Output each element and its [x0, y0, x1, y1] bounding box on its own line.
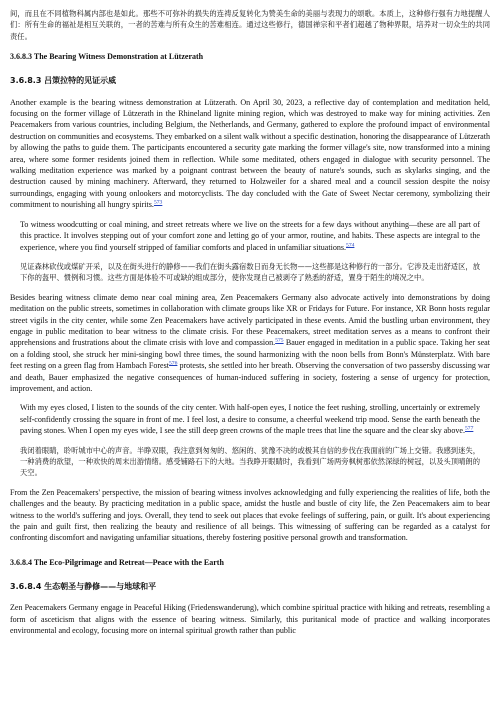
paragraph-street-meditation-text-c: protests, she settled into her breath. Observing the conversation of two passersby discussing war and death, Bauer emphasized the negative consequences of human-induced suffering in society, fostering a sense of urgency for protection, improvement, and action.	[10, 361, 490, 393]
quote-street-retreat-en	[20, 219, 480, 253]
quote-city-center-en	[20, 402, 480, 436]
quote-city-center-zh: 我闭着眼睛，聆听城市中心的声音。半睁双眼，我注意到匆匆的、悠闲的、犹豫不决的或极其自信的步伐在我面前的广场上交错。我感到迷失，一种消费的欲望，一种欢快的周末出游情绪。感受铺路石下的大地。当我睁开眼睛时，我看到广场两旁枫树那依然深绿的树冠，以及头顶晴朗的天空。	[20, 445, 480, 478]
footnote-577-link[interactable]: 577	[464, 425, 474, 432]
paragraph-street-meditation	[10, 292, 490, 395]
paragraph-peaceful-hiking: Zen Peacemakers Germany engage in Peaceful Hiking (Friedenswanderung), which combine spiritual practice with hiking and retreats, resembling a form of asceticism that aligns with the essence of bearing witness. Similarly, this puritanical mode of practice and walking incorporates environmental and ecology, focusing more on internal spiritual growth rather than public	[10, 603, 490, 636]
section-heading-3-6-8-3-zh: 3.6.8.3 吕策拉特的见证示威	[10, 76, 117, 86]
section-heading-3-6-8-3-en: 3.6.8.3 The Bearing Witness Demonstration at Lützerath	[10, 52, 204, 62]
footnote-573-link[interactable]: 573	[153, 199, 163, 206]
section-heading-3-6-8-4-en: 3.6.8.4 The Eco-Pilgrimage and Retreat—Peace with the Earth	[10, 557, 224, 567]
quote-street-retreat-zh: 见证森林砍伐或煤矿开采，以及在街头进行的静修——我们在街头露宿数日而身无长物——这些都是这种修行的一部分。它涉及走出舒适区，放下你的盔甲、惯例和习惯。这些方面是体验不可或缺的组成部分，使你发现自己被剥夺了熟悉的舒适，置身于陌生的境况之中。	[20, 261, 480, 283]
paragraph-street-meditation-text-b: Bauer engaged in meditation in a public space. Taking her seat on a folding stool, she struck her mini-singing bowl three times, the sound harmonizing with the noon bells from Bonn's Münsterplatz. With bare feet resting on a green flag from Hambach Forest	[10, 338, 490, 371]
footnote-576-link[interactable]: 576	[169, 360, 178, 367]
section-heading-3-6-8-4-zh: 3.6.8.4 生态朝圣与静修——与地球和平	[10, 581, 157, 591]
quote-city-center-text: With my eyes closed, I listen to the sounds of the city center. With half-open eyes, I notice the feet rushing, strolling, uncertainly or extremely self-confidently crossing the square in front of me. I feel lost, a desire to consume, a cheerful weekend trip mood. Sense the earth beneath the paving stones. When I open my eyes wide, I see the still deep green crowns of the maple trees that line the square and the clear sky above.	[20, 403, 480, 436]
paragraph-street-meditation-text-a: Besides bearing witness climate demo near coal mining area, Zen Peacemakers Germany also advocate actively into demonstrations by doing meditation on the public streets, sometimes in collaboration with climate groups like XR or Fridays for Future. For instance, XR Bonn hosts regular street vigils in the city center, while some Zen Peacemakers have actively participated in these events. Amid the bustling urban environment, they engage in public meditation to bear witness to the climate crisis. For these Peacemakers, street meditation serves as a means to confront their apprehensions and frustrations about the climate crisis with love and compassion.	[10, 292, 490, 348]
paragraph-lutzerath-text: Another example is the bearing witness demonstration at Lützerath. On April 30, 2023, a reflective day of contemplation and meditation held, focusing on the former village of Lützerath in the Rhineland lignite mining region, which was destroyed to make way for mining activities. Zen Peacemakers from various countries, including Belgium, the Netherlands, and Germany, gathered to explore the profound impact of environmental destruction on communities and ecosystems. They embarked on a silent walk without a specific destination, honoring the disappearance of Lützerath by allowing the paths to guide them. The participants encountered a security gate marking the former village's site, now transformed into a mining area, where some former residents joined them in reflection. While some meditated, others engaged in dialogue with security personnel. The walking meditation experience was marked by a poignant contrast between the beauty of nature's sounds, such as skylarks singing, and the destruction caused by mining machinery. Afterward, they returned to Holzweiler for a shared meal and a council session despite the noisy surroundings, engaging with young onlookers and motorcyclists. The day concluded with the Gate of Sweet Nectar ceremony, symbolizing their commitment to nourishing all hungry spirits.	[10, 97, 490, 210]
footnote-575-link[interactable]: 575	[275, 337, 284, 344]
paragraph-lutzerath	[10, 97, 490, 211]
top-paragraph-zh: 间，而且在不同植物科属内部也是如此。那些不可弥补的损失的连祷反复转化为赞美生命的美丽与表现力的颂歌。本质上，这种修行强有力地提醒人们：所有生命的福祉是相互关联的，一者的苦难与所有众生的苦难相连。通过这些修行，德国禅宗和平者们超越了物种界限，培养对一切众生的共同责任。	[10, 9, 490, 41]
quote-street-retreat-text: To witness woodcutting or coal mining, and street retreats where we live on the streets for a few days without anything—these are all part of this practice. It involves stepping out of your comfort zone and letting go of your armor, routine, and habits. These aspects are integral to the experience, where you find yourself stripped of familiar comforts and placed in unfamiliar situations.	[20, 219, 480, 252]
paragraph-bearing-witness-mission: From the Zen Peacemakers' perspective, the mission of bearing witness involves acknowledging and fully experiencing the realities of life, both the challenges and the beauty. By practicing meditation in a public space, amidst the hustle and bustle of city life, the Zen Peacemakers aim to bear witness to the world's suffering and joys. Overall, they tend to seek out places that evoke feelings of suffering, pain, or guilt. It's about experiencing the pain and guilt first, then realizing the beauty and resilience of all beings. This witnessing of suffering can be regarded as a catalyst for confronting discomfort and navigating unfamiliar situations, thereby fostering positive personal growth and transformation.	[10, 487, 490, 543]
footnote-574-link[interactable]: 574	[346, 241, 355, 248]
